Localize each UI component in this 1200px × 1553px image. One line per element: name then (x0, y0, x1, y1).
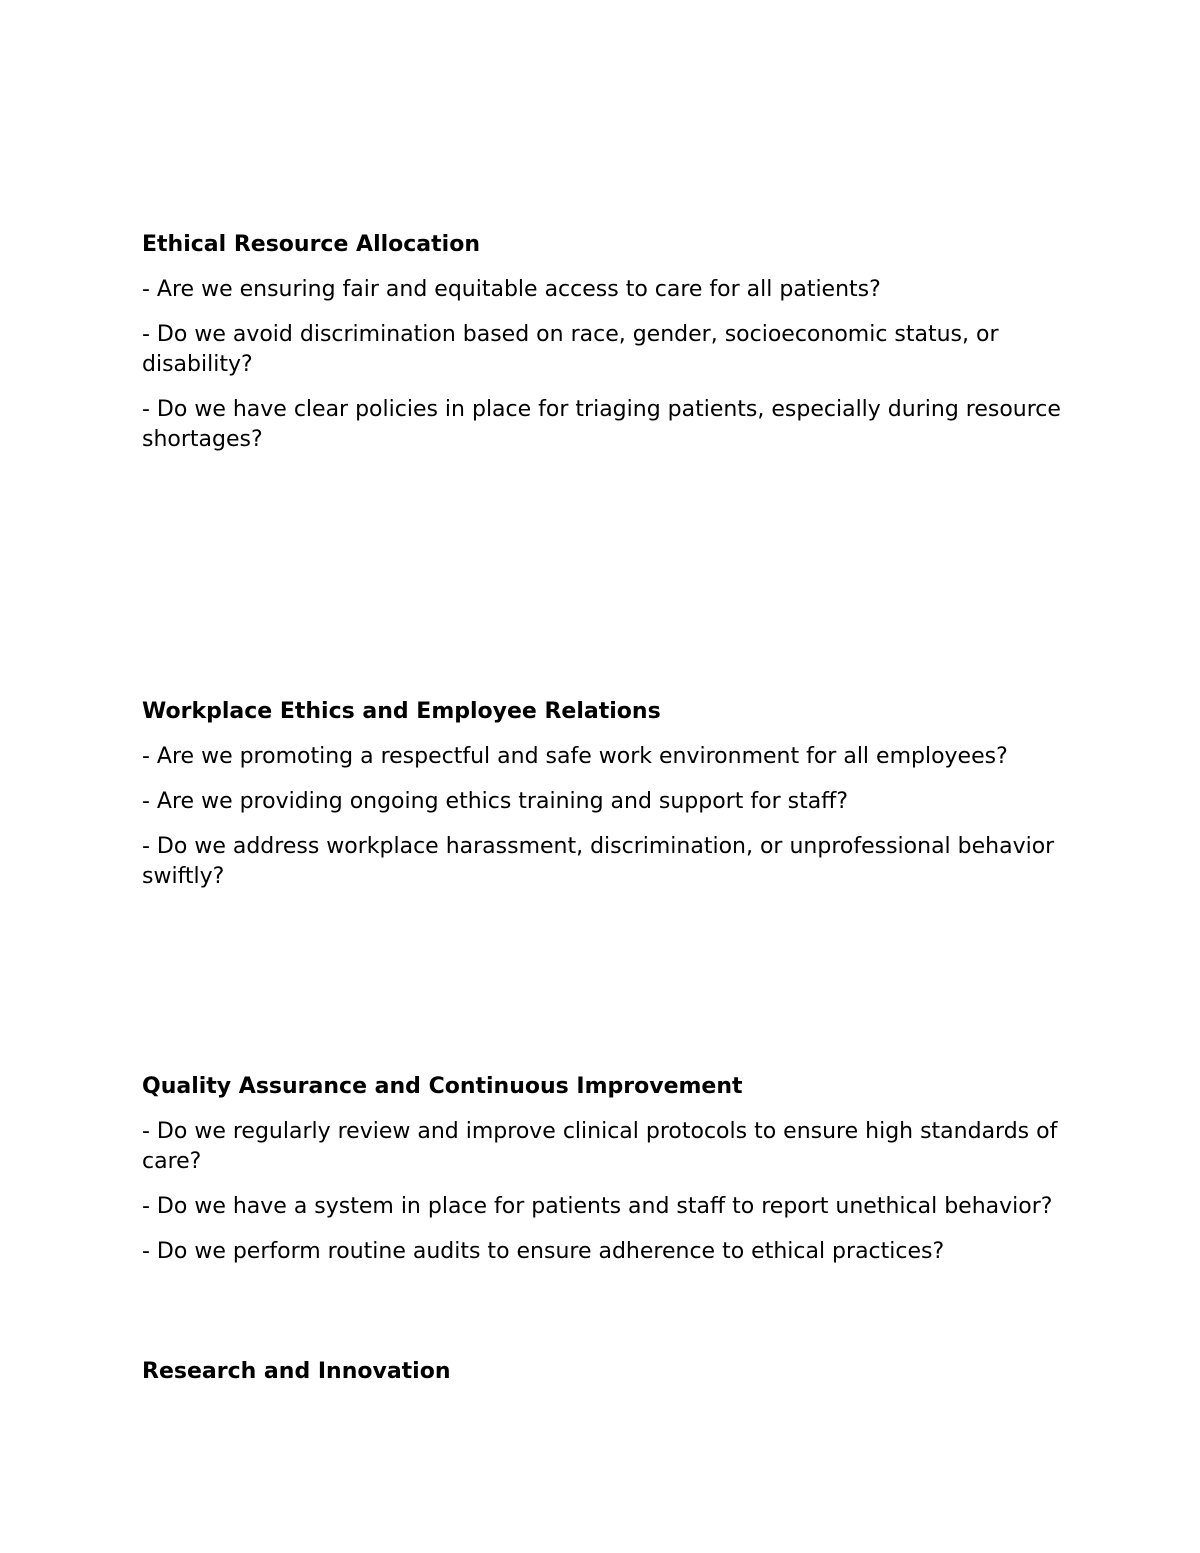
section-heading: Workplace Ethics and Employee Relations (142, 699, 661, 724)
checklist-item: - Do we perform routine audits to ensure adherence to ethical practices? (142, 1239, 945, 1264)
checklist-item: - Are we ensuring fair and equitable access to care for all patients? (142, 277, 881, 302)
section-heading: Quality Assurance and Continuous Improvement (142, 1074, 743, 1099)
section-ethical-resource-allocation (142, 230, 1072, 455)
section-heading: Research and Innovation (142, 1359, 451, 1384)
section-research-innovation (142, 1357, 1072, 1387)
checklist-item: - Do we regularly review and improve clinical protocols to ensure high standards of care? (142, 1119, 1058, 1174)
checklist-item: - Are we promoting a respectful and safe work environment for all employees? (142, 744, 1008, 769)
section-workplace-ethics (142, 697, 1072, 892)
checklist-item: - Do we have clear policies in place for triaging patients, especially during resource shortages? (142, 397, 1061, 452)
checklist-item: - Do we address workplace harassment, discrimination, or unprofessional behavior swiftly? (142, 834, 1055, 889)
section-heading: Ethical Resource Allocation (142, 232, 480, 257)
checklist-item: - Are we providing ongoing ethics training and support for staff? (142, 789, 849, 814)
checklist-item: - Do we avoid discrimination based on race, gender, socioeconomic status, or disability? (142, 322, 999, 377)
section-quality-assurance (142, 1072, 1072, 1267)
checklist-item: - Do we have a system in place for patients and staff to report unethical behavior? (142, 1194, 1053, 1219)
